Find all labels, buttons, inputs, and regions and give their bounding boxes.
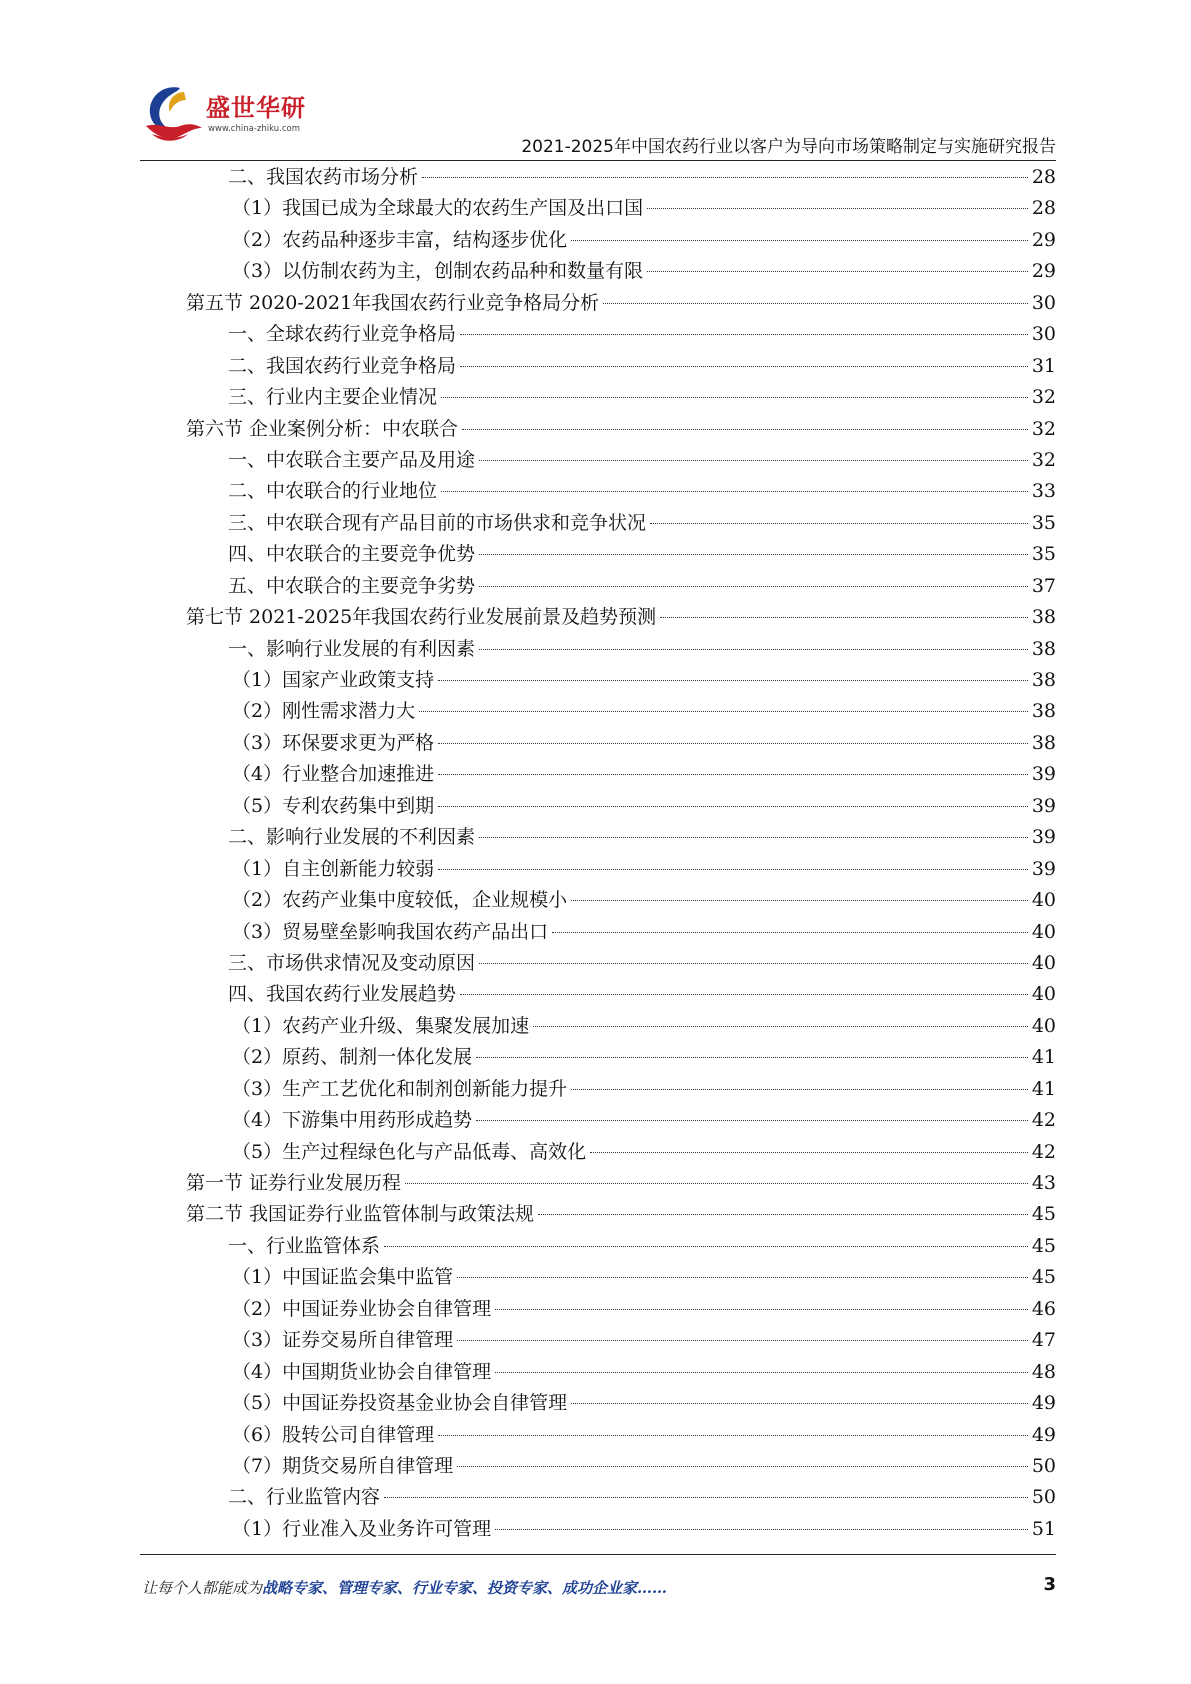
toc-leader-dots [460, 366, 1028, 367]
toc-entry[interactable] [186, 602, 1056, 633]
toc-entry-page: 35 [1031, 511, 1056, 534]
toc-entry[interactable] [186, 1482, 1056, 1513]
toc-entry-title: （5）专利农药集中到期 [232, 794, 435, 817]
toc-entry[interactable] [186, 1514, 1056, 1545]
toc-entry[interactable] [186, 1199, 1056, 1230]
toc-leader-dots [590, 1152, 1028, 1153]
toc-entry-title: 第五节 2020-2021年我国农药行业竞争格局分析 [186, 291, 600, 314]
toc-entry[interactable] [186, 1325, 1056, 1356]
toc-entry-title: （1）中国证监会集中监管 [232, 1266, 454, 1289]
toc-entry-page: 41 [1031, 1046, 1056, 1069]
page-number: 3 [1043, 1574, 1056, 1595]
toc-entry-page: 45 [1031, 1234, 1056, 1257]
report-title: 2021-2025年中国农药行业以客户为导向市场策略制定与实施研究报告 [521, 137, 1056, 157]
toc-entry[interactable] [186, 1451, 1056, 1482]
toc-entry[interactable] [186, 382, 1056, 413]
toc-entry-page: 40 [1031, 920, 1056, 943]
toc-entry[interactable] [186, 885, 1056, 916]
toc-leader-dots [479, 460, 1028, 461]
toc-entry-page: 39 [1031, 794, 1056, 817]
toc-entry[interactable] [186, 319, 1056, 350]
toc-leader-dots [438, 774, 1028, 775]
toc-entry-page: 33 [1031, 480, 1056, 503]
toc-entry-title: 第二节 我国证券行业监管体制与政策法规 [186, 1203, 535, 1226]
toc-entry-page: 38 [1031, 700, 1056, 723]
toc-entry-title: （2）刚性需求潜力大 [232, 700, 416, 723]
toc-entry[interactable] [186, 508, 1056, 539]
toc-entry-page: 42 [1031, 1140, 1056, 1163]
toc-entry[interactable] [186, 979, 1056, 1010]
page-header [140, 80, 1056, 168]
footer-slogan [142, 1577, 667, 1598]
toc-entry-title: （2）农药品种逐步丰富，结构逐步优化 [232, 228, 568, 251]
footer-divider [140, 1554, 1056, 1555]
toc-entry[interactable] [186, 476, 1056, 507]
toc-leader-dots [603, 303, 1028, 304]
toc-leader-dots [438, 806, 1028, 807]
toc-leader-dots [438, 1435, 1028, 1436]
toc-entry[interactable] [186, 696, 1056, 727]
toc-entry[interactable] [186, 225, 1056, 256]
toc-entry[interactable] [186, 1294, 1056, 1325]
toc-entry-title: 第一节 证券行业发展历程 [186, 1172, 402, 1194]
toc-leader-dots [533, 1026, 1028, 1027]
toc-entry-title: 一、中农联合主要产品及用途 [228, 448, 476, 471]
toc-entry-title: （4）中国期货业协会自律管理 [232, 1360, 492, 1383]
toc-entry-page: 38 [1031, 606, 1056, 629]
toc-entry[interactable] [186, 665, 1056, 696]
toc-entry[interactable] [186, 162, 1056, 193]
toc-entry[interactable] [186, 948, 1056, 979]
toc-entry-page: 38 [1031, 731, 1056, 754]
toc-leader-dots [441, 397, 1028, 398]
toc-entry-title: 一、全球农药行业竞争格局 [228, 323, 457, 346]
toc-entry-page: 32 [1031, 417, 1056, 440]
toc-leader-dots [479, 837, 1028, 838]
toc-entry-page: 48 [1031, 1360, 1056, 1383]
toc-leader-dots [457, 1277, 1028, 1278]
toc-leader-dots [384, 1497, 1028, 1498]
toc-entry-title: （3）以仿制农药为主，创制农药品种和数量有限 [232, 260, 644, 283]
logo-name: 盛世华研 [206, 94, 306, 122]
toc-leader-dots [441, 491, 1028, 492]
toc-leader-dots [495, 1309, 1028, 1310]
toc-entry[interactable] [186, 1042, 1056, 1073]
toc-leader-dots [460, 334, 1028, 335]
toc-entry-title: （4）行业整合加速推进 [232, 763, 435, 786]
toc-entry-title: （3）环保要求更为严格 [232, 731, 435, 754]
slogan-prefix: 让每个人都能成为 [142, 1579, 263, 1597]
toc-entry-page: 30 [1031, 323, 1056, 346]
toc-entry-title: 二、我国农药市场分析 [228, 166, 419, 188]
toc-leader-dots [647, 208, 1028, 209]
toc-entry-title: （1）农药产业升级、集聚发展加速 [232, 1014, 530, 1037]
logo-url: www.china-zhiku.com [208, 124, 300, 134]
toc-leader-dots [460, 994, 1028, 995]
toc-leader-dots [438, 869, 1028, 870]
toc-entry[interactable] [186, 822, 1056, 853]
table-of-contents [186, 162, 1056, 1545]
toc-entry-title: 三、市场供求情况及变动原因 [228, 951, 476, 974]
toc-entry-page: 45 [1031, 1203, 1056, 1226]
toc-entry-page: 35 [1031, 543, 1056, 566]
toc-entry-page: 41 [1031, 1077, 1056, 1100]
toc-entry-title: 二、行业监管内容 [228, 1486, 381, 1509]
toc-entry-title: 第七节 2021-2025年我国农药行业发展前景及趋势预测 [186, 606, 657, 629]
toc-entry-title: （4）下游集中用药形成趋势 [232, 1109, 473, 1132]
toc-leader-dots [647, 271, 1028, 272]
toc-entry-title: 第六节 企业案例分析：中农联合 [186, 417, 459, 440]
toc-entry[interactable] [186, 351, 1056, 382]
toc-entry-title: 四、中农联合的主要竞争优势 [228, 543, 476, 566]
toc-entry-page: 43 [1031, 1172, 1056, 1194]
toc-entry-title: 二、影响行业发展的不利因素 [228, 826, 476, 849]
toc-entry[interactable] [186, 728, 1056, 759]
toc-entry-page: 49 [1031, 1392, 1056, 1415]
toc-entry-page: 46 [1031, 1297, 1056, 1320]
toc-entry-title: 三、行业内主要企业情况 [228, 386, 438, 409]
toc-leader-dots [462, 429, 1028, 430]
toc-entry[interactable] [186, 1168, 1056, 1199]
toc-entry-page: 50 [1031, 1486, 1056, 1509]
toc-entry[interactable] [186, 1011, 1056, 1042]
toc-entry[interactable] [186, 256, 1056, 287]
toc-leader-dots [384, 1246, 1028, 1247]
toc-entry[interactable] [186, 917, 1056, 948]
toc-entry-page: 29 [1031, 228, 1056, 251]
toc-entry[interactable] [186, 1105, 1056, 1136]
toc-entry[interactable] [186, 1074, 1056, 1105]
toc-entry-page: 39 [1031, 826, 1056, 849]
logo-emblem-icon [140, 82, 206, 148]
toc-entry-page: 47 [1031, 1329, 1056, 1352]
toc-entry-page: 31 [1031, 354, 1056, 377]
toc-entry-title: （3）证券交易所自律管理 [232, 1329, 454, 1352]
toc-entry-title: （1）国家产业政策支持 [232, 669, 435, 691]
toc-entry-title: （1）行业准入及业务许可管理 [232, 1517, 492, 1540]
toc-entry-page: 37 [1031, 574, 1056, 597]
toc-entry-page: 42 [1031, 1109, 1056, 1132]
toc-entry-title: （2）原药、制剂一体化发展 [232, 1046, 473, 1069]
toc-entry-page: 45 [1031, 1266, 1056, 1289]
toc-entry[interactable] [186, 1262, 1056, 1293]
company-logo [140, 82, 330, 148]
toc-entry-title: 一、行业监管体系 [228, 1234, 381, 1257]
toc-entry-title: （6）股转公司自律管理 [232, 1423, 435, 1446]
toc-leader-dots [479, 554, 1028, 555]
toc-entry-page: 40 [1031, 983, 1056, 1006]
toc-entry-title: 三、中农联合现有产品目前的市场供求和竞争状况 [228, 511, 647, 534]
toc-entry[interactable] [186, 288, 1056, 319]
toc-entry[interactable] [186, 1357, 1056, 1388]
toc-entry[interactable] [186, 571, 1056, 602]
toc-leader-dots [479, 649, 1028, 650]
toc-entry-title: 五、中农联合的主要竞争劣势 [228, 574, 476, 597]
toc-entry-page: 51 [1031, 1517, 1056, 1540]
toc-entry-page: 39 [1031, 857, 1056, 880]
toc-leader-dots [650, 523, 1028, 524]
toc-entry-page: 32 [1031, 448, 1056, 471]
toc-entry-page: 28 [1031, 197, 1056, 220]
toc-leader-dots [538, 1214, 1028, 1215]
toc-entry-title: 一、影响行业发展的有利因素 [228, 637, 476, 660]
toc-entry-title: 二、我国农药行业竞争格局 [228, 354, 457, 377]
toc-leader-dots [571, 240, 1028, 241]
toc-leader-dots [479, 586, 1028, 587]
toc-entry-title: （5）生产过程绿色化与产品低毒、高效化 [232, 1140, 587, 1163]
toc-entry-title: （3）贸易壁垒影响我国农药产品出口 [232, 920, 549, 943]
toc-entry-page: 40 [1031, 889, 1056, 912]
toc-leader-dots [571, 900, 1028, 901]
toc-leader-dots [438, 743, 1028, 744]
toc-leader-dots [476, 1120, 1028, 1121]
toc-leader-dots [495, 1529, 1028, 1530]
toc-entry-page: 40 [1031, 1014, 1056, 1037]
toc-entry-page: 38 [1031, 669, 1056, 691]
toc-leader-dots [571, 1089, 1028, 1090]
toc-entry-page: 32 [1031, 386, 1056, 409]
toc-entry-page: 28 [1031, 166, 1056, 188]
toc-leader-dots [419, 711, 1028, 712]
toc-entry[interactable] [186, 1420, 1056, 1451]
toc-entry[interactable] [186, 759, 1056, 790]
toc-entry-title: （1）我国已成为全球最大的农药生产国及出口国 [232, 197, 644, 220]
toc-leader-dots [405, 1183, 1028, 1184]
toc-entry-page: 30 [1031, 291, 1056, 314]
toc-entry-page: 40 [1031, 951, 1056, 974]
toc-entry[interactable] [186, 193, 1056, 224]
toc-entry[interactable] [186, 791, 1056, 822]
toc-entry-page: 39 [1031, 763, 1056, 786]
toc-entry-title: （2）中国证券业协会自律管理 [232, 1297, 492, 1320]
toc-entry-page: 49 [1031, 1423, 1056, 1446]
toc-entry-title: （5）中国证券投资基金业协会自律管理 [232, 1392, 568, 1415]
toc-entry-title: 二、中农联合的行业地位 [228, 480, 438, 503]
toc-entry-title: 四、我国农药行业发展趋势 [228, 983, 457, 1006]
toc-entry[interactable] [186, 1231, 1056, 1262]
toc-entry-title: （7）期货交易所自律管理 [232, 1454, 454, 1477]
toc-leader-dots [660, 617, 1028, 618]
toc-entry[interactable] [186, 539, 1056, 570]
toc-leader-dots [479, 963, 1028, 964]
toc-leader-dots [571, 1403, 1028, 1404]
toc-leader-dots [422, 177, 1028, 178]
toc-entry[interactable] [186, 854, 1056, 885]
toc-entry-title: （1）自主创新能力较弱 [232, 857, 435, 880]
toc-entry[interactable] [186, 414, 1056, 445]
toc-entry[interactable] [186, 445, 1056, 476]
toc-entry[interactable] [186, 1137, 1056, 1168]
toc-leader-dots [495, 1372, 1028, 1373]
toc-entry-title: （3）生产工艺优化和制剂创新能力提升 [232, 1077, 568, 1100]
toc-entry-page: 50 [1031, 1454, 1056, 1477]
toc-leader-dots [476, 1057, 1028, 1058]
toc-entry-page: 38 [1031, 637, 1056, 660]
toc-entry-title: （2）农药产业集中度较低，企业规模小 [232, 889, 568, 912]
toc-entry[interactable] [186, 634, 1056, 665]
toc-leader-dots [438, 680, 1028, 681]
header-divider [140, 160, 1056, 161]
toc-leader-dots [552, 932, 1028, 933]
toc-entry[interactable] [186, 1388, 1056, 1419]
toc-leader-dots [457, 1466, 1028, 1467]
toc-leader-dots [457, 1340, 1028, 1341]
toc-entry-page: 29 [1031, 260, 1056, 283]
slogan-highlight: 战略专家、管理专家、行业专家、投资专家、成功企业家…… [262, 1579, 668, 1597]
